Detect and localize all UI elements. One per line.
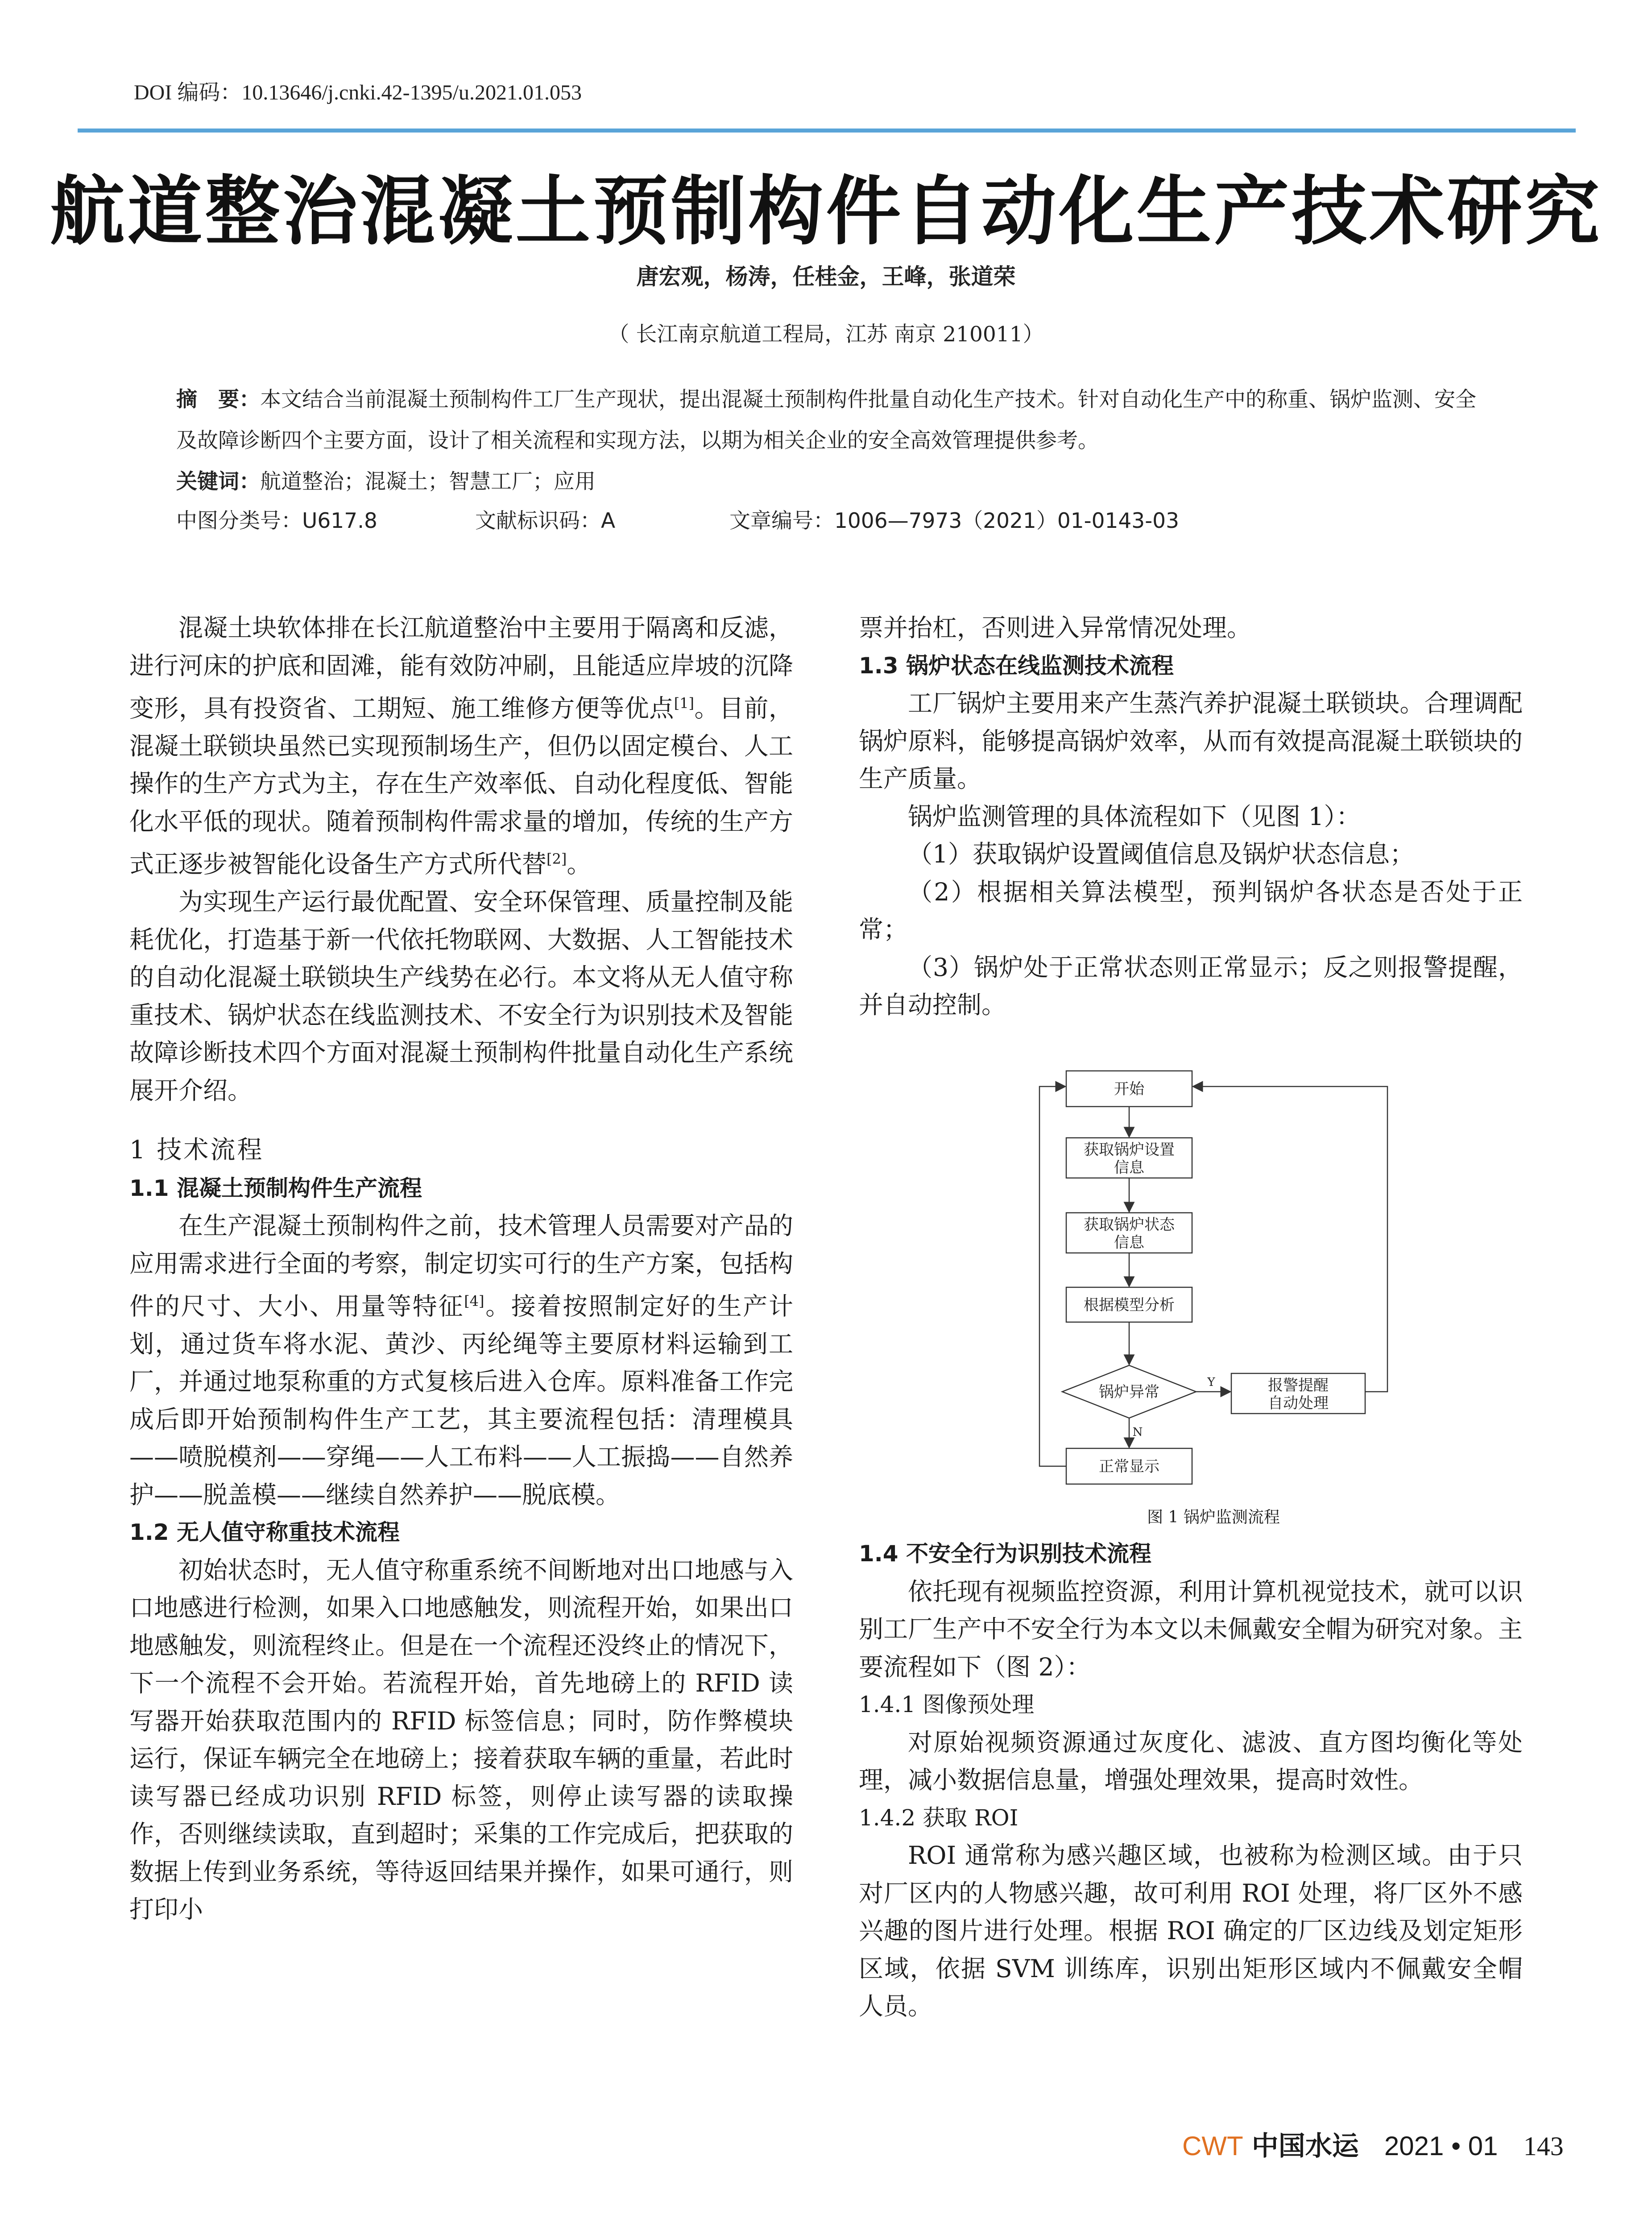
paragraph: 锅炉监测管理的具体流程如下（见图 1）： xyxy=(908,802,1361,831)
paragraph-text: 。目前，混凝土联锁块虽然已实现预制场生产，但仍以固定模台、人工操作的生产方式为主，存在生产效率低、自动化程度低、智能化水平低的现状。随着预制构件需求量的增加，传统的生产方式正逐步被智能化设备生产方式所代替 xyxy=(129,694,793,879)
abstract-label: 摘 要： xyxy=(176,387,260,412)
flow-no-label: N xyxy=(1132,1426,1143,1439)
keywords-text: 航道整治；混凝土；智慧工厂；应用 xyxy=(260,469,596,494)
doi-line: DOI 编码：10.13646/j.cnki.42-1395/u.2021.01.053 xyxy=(134,81,582,104)
flow-alarm-line2: 自动处理 xyxy=(1268,1394,1329,1412)
header-rule xyxy=(78,129,1576,133)
right-column-top xyxy=(859,609,1523,1024)
issue-date: 2021 • 01 xyxy=(1384,2131,1498,2161)
abstract-text: 本文结合当前混凝土预制构件工厂生产现状，提出混凝土预制构件批量自动化生产技术。针对自动化生产中的称重、锅炉监测、安全及故障诊断四个主要方面，设计了相关流程和实现方法，以期为相关企业的安全高效管理提供参考。 xyxy=(176,387,1476,453)
paragraph-text: 混凝土块软体排在长江航道整治中主要用于隔离和反滤，进行河床的护底和固滩，能有效防冲刷，且能适应岸坡的沉降变形，具有投资省、工期短、施工维修方便等优点 xyxy=(129,614,793,723)
right-column-bottom xyxy=(859,1535,1523,2025)
cwt-logo: CWT xyxy=(1182,2131,1243,2161)
affiliation: （ 长江南京航道工程局，江苏 南京 210011） xyxy=(608,322,1044,347)
flow-step2-line1: 获取锅炉状态 xyxy=(1084,1216,1175,1234)
paragraph: 为实现生产运行最优配置、安全环保管理、质量控制及能耗优化，打造基于新一代依托物联网、大数据、人工智能技术的自动化混凝土联锁块生产线势在必行。本文将从无人值守称重技术、锅炉状态在线监测技术、不安全行为识别技术及智能故障诊断技术四个方面对混凝土预制构件批量自动化生产系统展开介绍。 xyxy=(129,887,793,1105)
paragraph: 依托现有视频监控资源，利用计算机视觉技术，就可以识别工厂生产中不安全行为本文以未佩戴安全帽为研究对象。主要流程如下（图 2）： xyxy=(859,1577,1523,1681)
left-column xyxy=(129,609,793,1928)
paragraph: 票并抬杠，否则进入异常情况处理。 xyxy=(859,614,1252,642)
document-code: 文献标识码：A xyxy=(475,509,616,533)
author-list: 唐宏观，杨涛，任桂金，王峰，张道荣 xyxy=(636,264,1016,290)
page-footer xyxy=(1182,2125,1564,2163)
journal-name: 中国水运 xyxy=(1251,2131,1359,2162)
article-title: 航道整治混凝土预制构件自动化生产技术研究 xyxy=(50,167,1602,255)
flow-normal-label: 正常显示 xyxy=(1099,1458,1159,1476)
flow-decision-label: 锅炉异常 xyxy=(1099,1383,1159,1401)
flow-alarm-line1: 报警提醒 xyxy=(1268,1377,1329,1394)
list-item: （2）根据相关算法模型，预判锅炉各状态是否处于正常； xyxy=(859,877,1523,944)
abstract xyxy=(176,379,1497,461)
flow-start-label: 开始 xyxy=(1114,1080,1144,1098)
paragraph xyxy=(129,1207,793,1514)
paragraph-text: 。接着按照制定好的生产计划，通过货车将水泥、黄沙、丙纶绳等主要原材料运输到工厂，并通过地泵称重的方式复核后进入仓库。原料准备工作完成后即开始预制构件生产工艺，其主要流程包括：清理模具——喷脱模剂——穿绳——人工布料——人工振捣——自然养护——脱盖模——继续自然养护——脱底模。 xyxy=(129,1292,793,1509)
subsection-heading: 1.1 混凝土预制构件生产流程 xyxy=(129,1175,422,1201)
list-item: （3）锅炉处于正常状态则正常显示；反之则报警提醒，并自动控制。 xyxy=(859,953,1523,1019)
list-item: （1）获取锅炉设置阈值信息及锅炉状态信息； xyxy=(908,840,1414,868)
flow-yes-label: Y xyxy=(1207,1376,1215,1389)
subsection-heading: 1.2 无人值守称重技术流程 xyxy=(129,1519,400,1546)
paragraph: 工厂锅炉主要用来产生蒸汽养护混凝土联锁块。合理调配锅炉原料，能够提高锅炉效率，从而有效提高混凝土联锁块的生产质量。 xyxy=(859,689,1523,793)
flow-step1-line2: 信息 xyxy=(1114,1159,1144,1177)
article-number: 文章编号：1006—7973（2021）01-0143-03 xyxy=(729,509,1179,533)
section-heading: 1 技术流程 xyxy=(129,1136,264,1165)
figure-caption: 图 1 锅炉监测流程 xyxy=(1147,1508,1280,1526)
paragraph: 对原始视频资源通过灰度化、滤波、直方图均衡化等处理，减小数据信息量，增强处理效果，提高时效性。 xyxy=(859,1728,1523,1794)
abstract-block xyxy=(176,379,1497,502)
boiler-monitoring-flowchart xyxy=(1031,1062,1396,1513)
subsection-heading: 1.3 锅炉状态在线监测技术流程 xyxy=(859,652,1174,679)
paragraph: 初始状态时，无人值守称重系统不间断地对出口地感与入口地感进行检测，如果入口地感触发，则流程开始，如果出口地感触发，则流程终止。但是在一个流程还没终止的情况下，下一个流程不会开始。若流程开始，首先地磅上的 RFID 读写器开始获取范围内的 RFID 标签信息；同时，防作弊模块运行，保证车辆完全在地磅上；接着获取车辆的重量，若此时读写器已经成功识别 RFID 标签，则停止读写器的读取操作，否则继续读取，直到超时；采集的工作完成后，把获取的数据上传到业务系统，等待返回结果并操作，如果可通行，则打印小 xyxy=(129,1555,793,1924)
subsection-heading: 1.4 不安全行为识别技术流程 xyxy=(859,1541,1151,1567)
reference-mark: [4] xyxy=(464,1293,484,1310)
subsubsection-heading: 1.4.1 图像预处理 xyxy=(859,1692,1035,1717)
subsubsection-heading: 1.4.2 获取 ROI xyxy=(859,1804,1019,1831)
flow-step1-line1: 获取锅炉设置 xyxy=(1084,1141,1175,1159)
classification-line xyxy=(176,504,1497,531)
paragraph: ROI 通常称为感兴趣区域，也被称为检测区域。由于只对厂区内的人物感兴趣，故可利用 ROI 处理，将厂区外不感兴趣的图片进行处理。根据 ROI 确定的厂区边线及划定矩形区域，依据 SVM 训练库，识别出矩形区域内不佩戴安全帽人员。 xyxy=(859,1841,1523,2020)
page-number: 143 xyxy=(1523,2131,1564,2161)
flow-step3-label: 根据模型分析 xyxy=(1084,1296,1175,1314)
keywords-label: 关键词： xyxy=(176,469,260,494)
flow-step2-line2: 信息 xyxy=(1114,1234,1144,1252)
keywords xyxy=(176,461,1497,502)
paragraph-text: 在生产混凝土预制构件之前，技术管理人员需要对产品的应用需求进行全面的考察，制定切实可行的生产方案，包括构件的尺寸、大小、用量等特征 xyxy=(129,1211,793,1321)
reference-mark: [1] xyxy=(674,695,695,712)
clc-number: 中图分类号：U617.8 xyxy=(176,509,377,533)
paragraph-text: 。 xyxy=(567,850,592,879)
reference-mark: [2] xyxy=(547,850,567,868)
paragraph xyxy=(129,609,793,883)
